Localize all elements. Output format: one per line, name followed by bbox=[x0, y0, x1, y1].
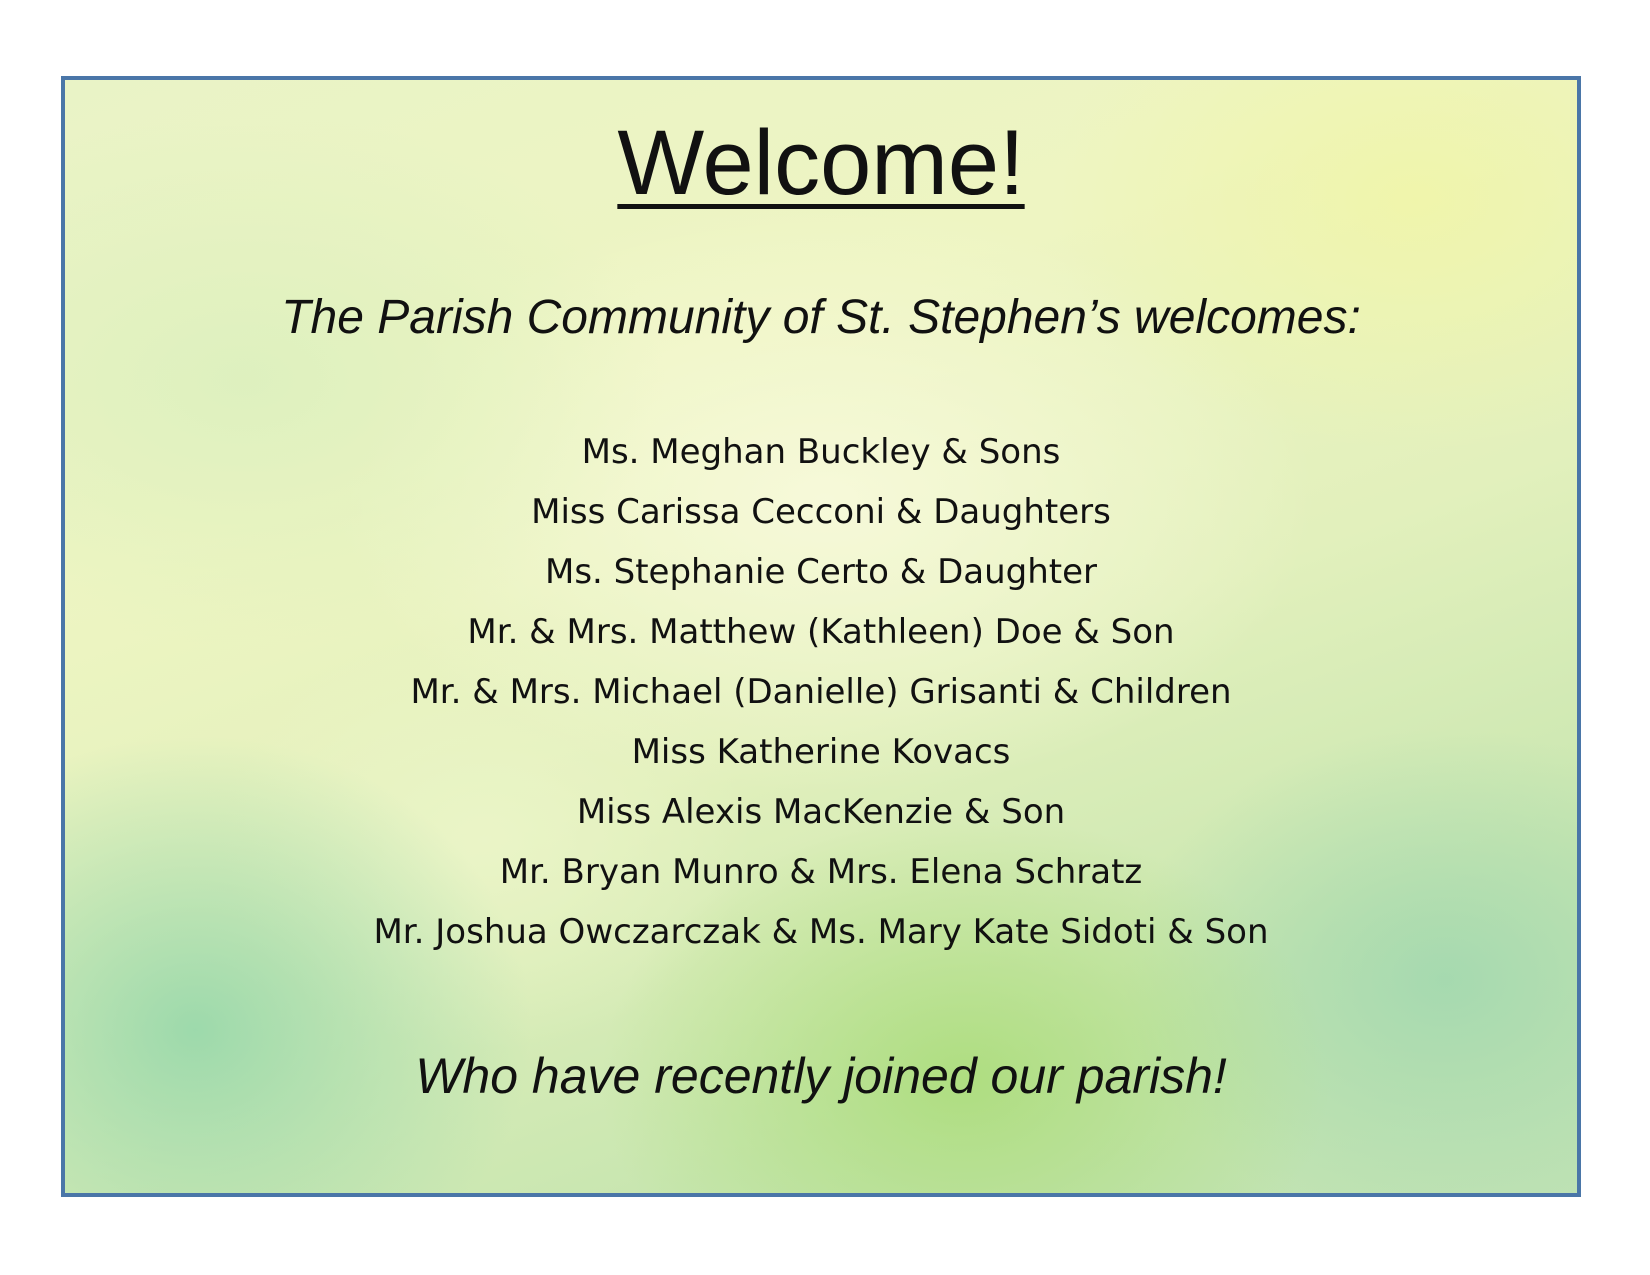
welcome-title-text: Welcome! bbox=[617, 112, 1025, 214]
closing-line: Who have recently joined our parish! bbox=[415, 1048, 1227, 1104]
new-members-list bbox=[65, 422, 1577, 962]
welcome-subtitle: The Parish Community of St. Stephen’s welcomes: bbox=[281, 291, 1361, 344]
card-content bbox=[65, 80, 1577, 1193]
new-member-name: Mr. Bryan Munro & Mrs. Elena Schratz bbox=[499, 852, 1143, 892]
new-member-name: Mr. & Mrs. Matthew (Kathleen) Doe & Son bbox=[467, 612, 1175, 652]
welcome-card bbox=[61, 76, 1581, 1197]
new-member-name: Miss Katherine Kovacs bbox=[631, 732, 1011, 772]
new-member-name: Mr. Joshua Owczarczak & Ms. Mary Kate Sidoti & Son bbox=[373, 912, 1269, 952]
new-member-name: Miss Carissa Cecconi & Daughters bbox=[531, 492, 1111, 532]
new-member-name: Ms. Meghan Buckley & Sons bbox=[581, 432, 1061, 472]
welcome-title bbox=[65, 108, 1577, 218]
new-member-name: Mr. & Mrs. Michael (Danielle) Grisanti & Children bbox=[410, 672, 1232, 712]
new-member-name: Miss Alexis MacKenzie & Son bbox=[576, 792, 1066, 832]
new-member-name: Ms. Stephanie Certo & Daughter bbox=[544, 552, 1097, 592]
